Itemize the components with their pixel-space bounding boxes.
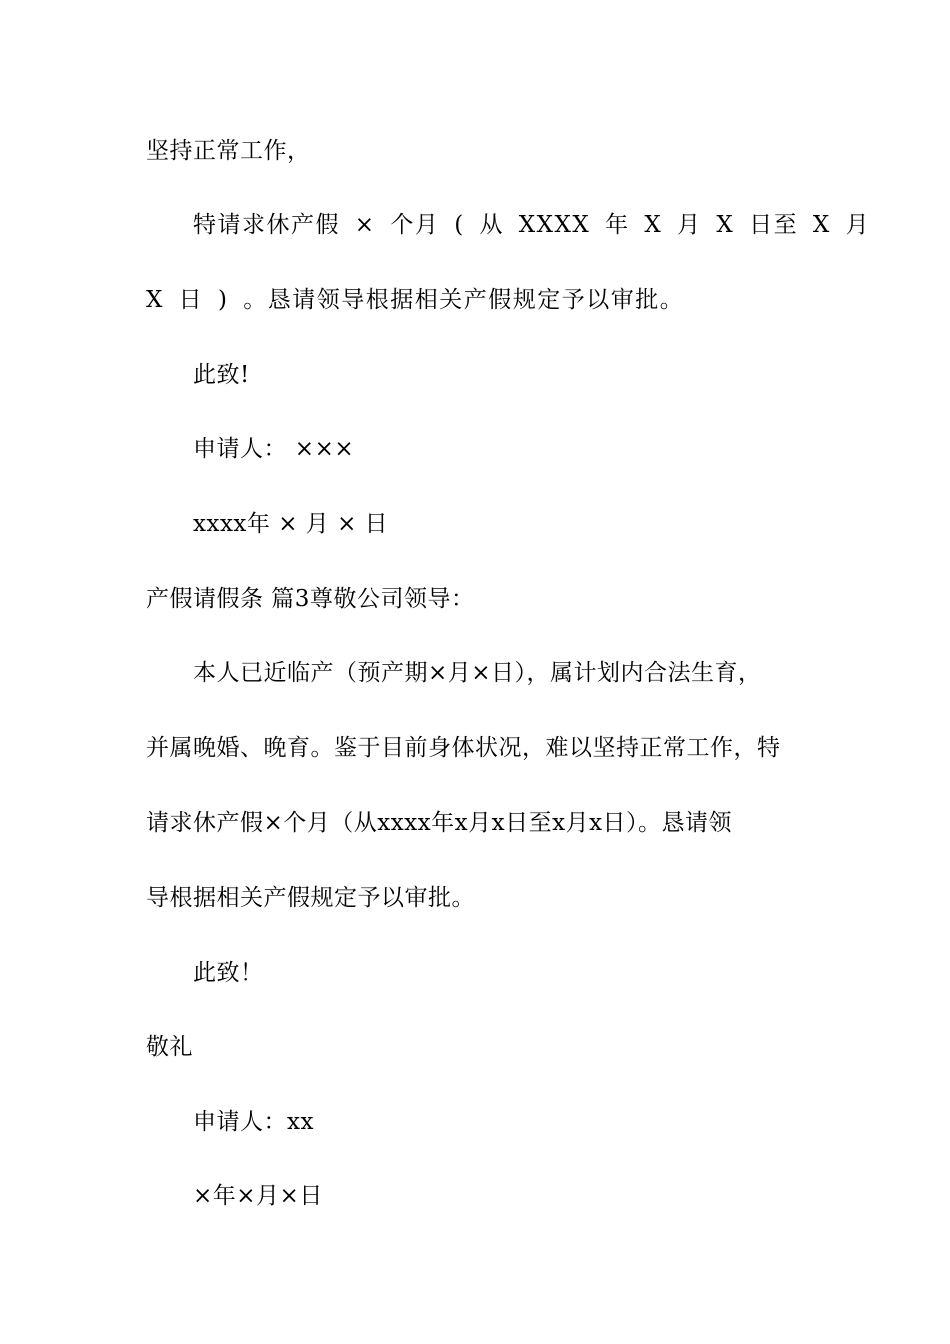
paragraph-line-3: X 日 ) 。恳请领导根据相关产假规定予以审批。 (146, 287, 685, 313)
applicant-line: 申请人： ××× (193, 436, 355, 462)
paragraph-line-5: 并属晚婚、晚育。鉴于目前身体状况，难以坚持正常工作，特 (146, 735, 781, 761)
paragraph-line-6: 请求休产假×个月（从xxxx年x月x日至x月x日）。恳请领 (146, 810, 733, 836)
closing-salutation: 此致! (193, 362, 250, 388)
paragraph-line-4: 本人已近临产（预产期×月×日），属计划内合法生育， (193, 660, 762, 686)
paragraph-line-7: 导根据相关产假规定予以审批。 (146, 885, 475, 911)
regards-line: 敬礼 (146, 1034, 193, 1060)
date-line: xxxx年 × 月 × 日 (193, 511, 389, 537)
section-heading: 产假请假条 篇3尊敬公司领导： (146, 586, 475, 612)
paragraph-line-1: 坚持正常工作， (146, 138, 311, 164)
applicant-line-2: 申请人：xx (193, 1109, 314, 1135)
date-line-2: ×年×月×日 (193, 1183, 323, 1209)
closing-salutation-2: 此致！ (193, 960, 264, 986)
paragraph-line-2: 特请求休产假 × 个月 ( 从 XXXX 年 X 月 X 日至 X 月 (193, 212, 871, 238)
